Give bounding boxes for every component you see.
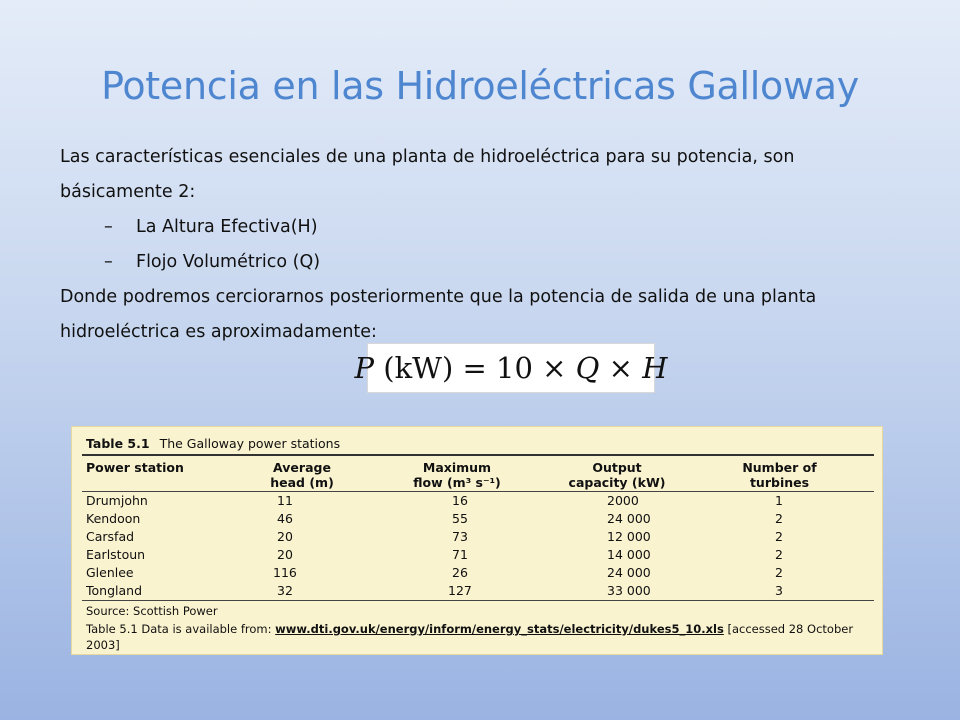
formula-times: × (608, 351, 633, 385)
table-row: Glenlee 116 26 24 000 2 (86, 565, 783, 580)
table-title: The Galloway power stations (159, 436, 341, 451)
header-capacity: Output capacity (kW) (568, 460, 666, 490)
slide-title: Potencia en las Hidroeléctricas Galloway (101, 64, 859, 108)
table-row: Carsfad 20 73 12 000 2 (86, 529, 783, 544)
formula-p: P (354, 351, 375, 385)
formula-q: Q (575, 351, 600, 385)
table-note-line-2: 2003] (86, 638, 120, 652)
outro-line-1: Donde podremos cerciorarnos posteriormente que la potencia de salida de una planta (60, 287, 817, 307)
formula-times: × (542, 351, 567, 385)
bullet-dash: – (104, 217, 113, 237)
bullet-dash: – (104, 252, 113, 272)
galloway-table (71, 426, 883, 655)
formula-equals: = (462, 351, 487, 385)
formula-unit: (kW) (383, 351, 454, 385)
intro-line-1: Las características esenciales de una planta de hidroeléctrica para su potencia, son (60, 147, 795, 167)
table-row: Drumjohn 11 16 2000 1 (86, 493, 783, 508)
formula-coefficient: 10 (496, 351, 533, 385)
table-caption (86, 436, 340, 451)
header-head: Average head (m) (270, 460, 334, 490)
power-formula (354, 343, 668, 393)
table-row: Tongland 32 127 33 000 3 (86, 583, 783, 598)
table-note: Table 5.1 Data is available from: www.dti.gov.uk/energy/inform/energy_stats/electricity/dukes5_10.xls [accessed 28 October (86, 622, 854, 636)
table-bottom-rule (82, 600, 874, 601)
header-flow: Maximum flow (m³ s⁻¹) (413, 460, 501, 490)
table-row: Earlstoun 20 71 14 000 2 (86, 547, 783, 562)
slide-body (60, 140, 920, 350)
bullet-label-flow: Flojo Volumétrico (Q) (136, 252, 321, 272)
bullet-label-height: La Altura Efectiva(H) (136, 217, 318, 237)
header-turbines: Number of turbines (742, 460, 817, 490)
table-number: Table 5.1 (86, 436, 150, 451)
formula-h: H (642, 351, 668, 385)
data-source-link[interactable]: www.dti.gov.uk/energy/inform/energy_stats/electricity/dukes5_10.xls (275, 622, 724, 636)
header-station: Power station (86, 460, 184, 475)
outro-line-2: hidroeléctrica es aproximadamente: (60, 322, 377, 342)
bullet-item (60, 210, 920, 245)
table-top-rule (82, 454, 874, 456)
table-source: Source: Scottish Power (86, 604, 218, 618)
bullet-item (60, 245, 920, 280)
table-row: Kendoon 46 55 24 000 2 (86, 511, 783, 526)
table-header-rule (82, 491, 874, 492)
intro-line-2: básicamente 2: (60, 182, 196, 202)
